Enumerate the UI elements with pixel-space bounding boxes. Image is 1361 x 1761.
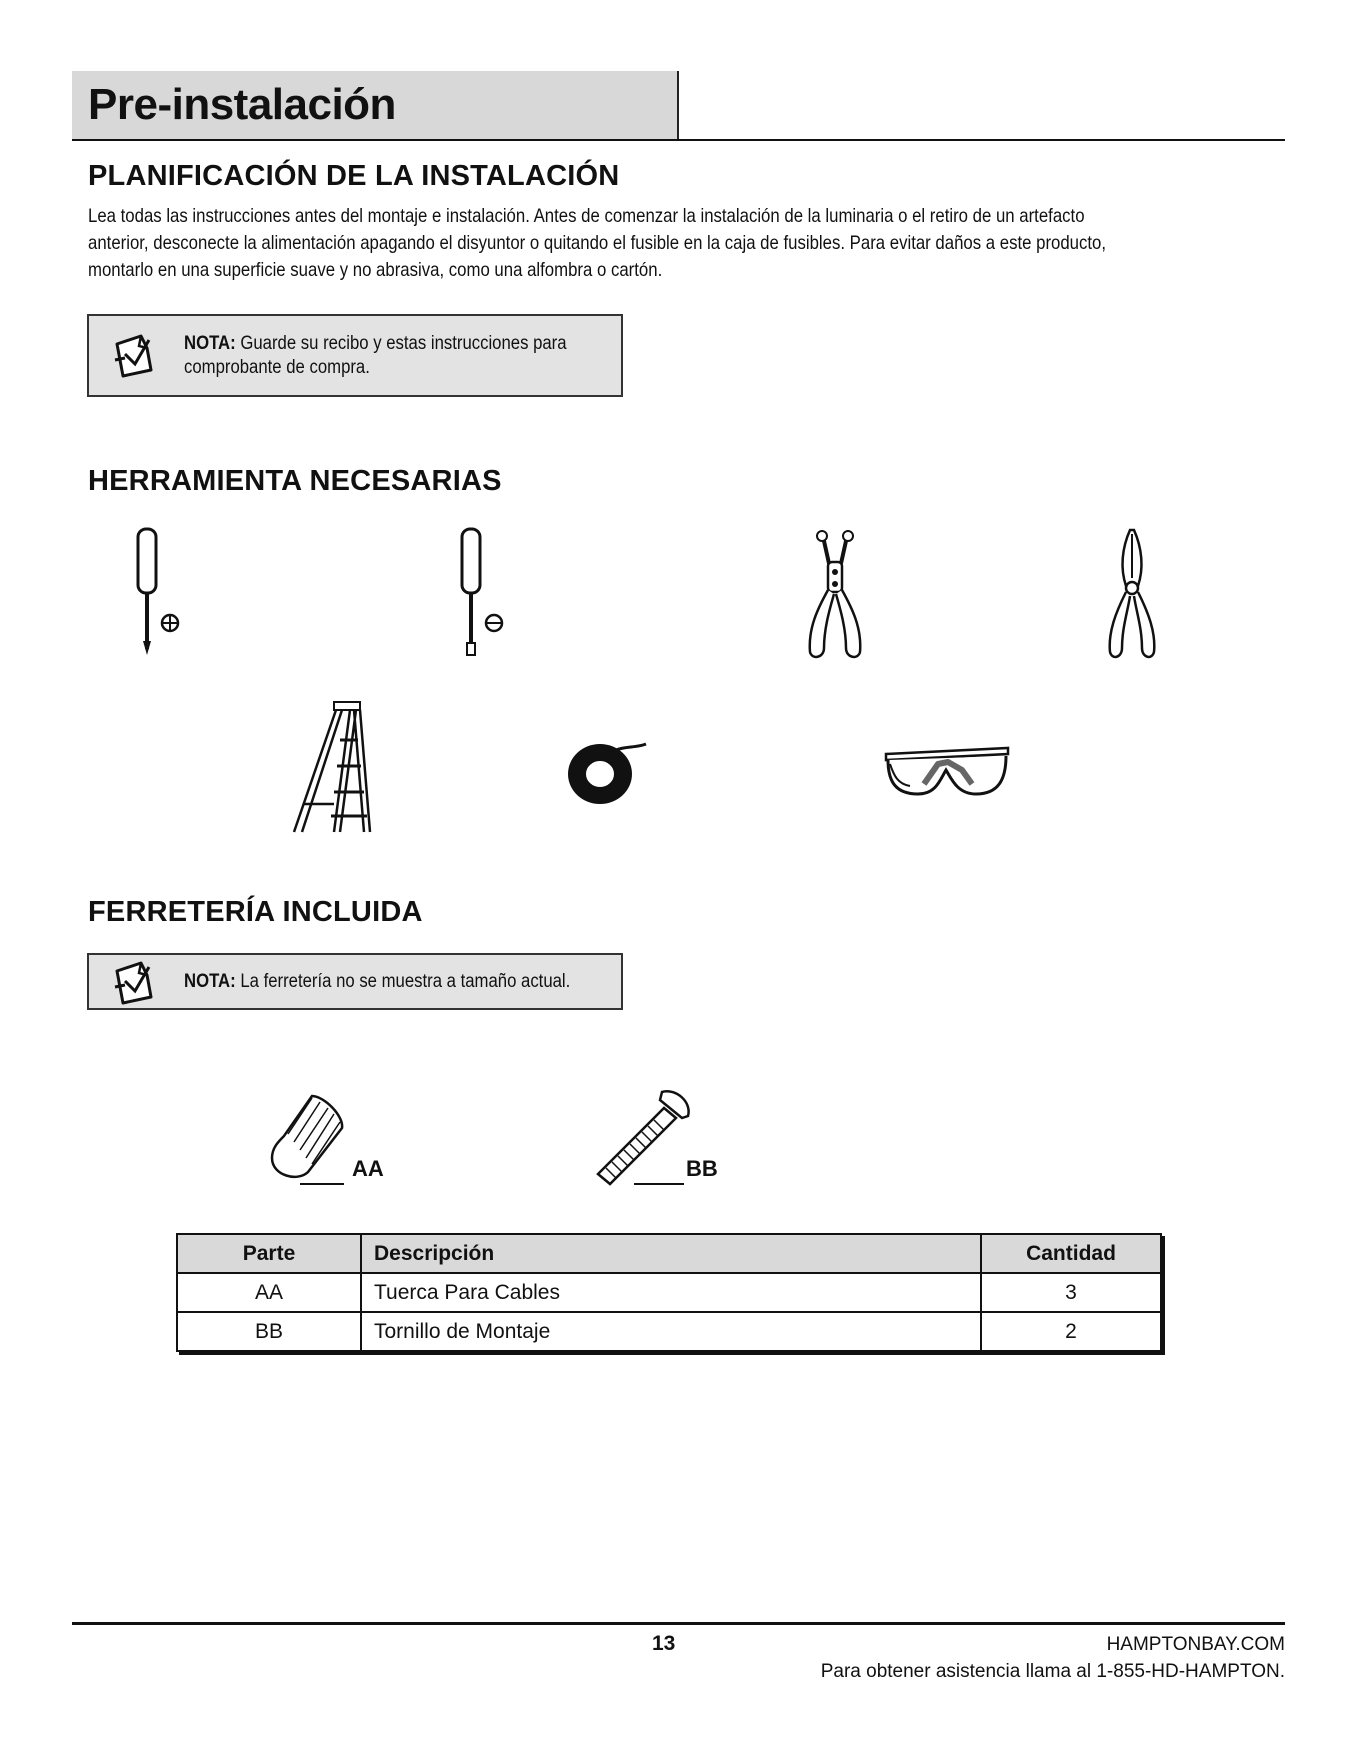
note-box-receipt: [87, 314, 623, 397]
cell-part: BB: [177, 1312, 361, 1351]
note-hardware-line: La ferretería no se muestra a tamaño actual.: [240, 971, 571, 992]
part-label-aa: AA: [352, 1156, 384, 1181]
note-receipt-text: [184, 332, 642, 380]
wire-nut-icon: [268, 1092, 352, 1188]
note-icon: [111, 330, 159, 380]
note-label: NOTA:: [184, 971, 236, 992]
planning-line-2: anterior, desconecte la alimentación apagando el disyuntor o quitando el fusible en la caja de fusibles. Para evitar daños a este producto,: [88, 232, 1107, 254]
hardware-heading: FERRETERÍA INCLUIDA: [88, 896, 423, 928]
footer-website: HAMPTONBAY.COM: [1106, 1634, 1285, 1655]
flat-screwdriver-icon: [454, 527, 510, 659]
note-box-hardware: [87, 953, 623, 1010]
wire-stripper-icon: [800, 528, 870, 660]
page-number: 13: [652, 1632, 676, 1655]
part-label-bb: BB: [686, 1156, 718, 1181]
cell-description: Tuerca Para Cables: [361, 1273, 981, 1312]
header-description: Descripción: [361, 1234, 981, 1273]
page-title: Pre-instalación: [88, 80, 396, 129]
planning-line-3: montarlo en una superficie suave y no abrasiva, como una alfombra o cartón.: [88, 259, 663, 281]
header-part: Parte: [177, 1234, 361, 1273]
note-label: NOTA:: [184, 333, 236, 354]
cell-description: Tornillo de Montaje: [361, 1312, 981, 1351]
planning-heading: PLANIFICACIÓN DE LA INSTALACIÓN: [88, 160, 620, 192]
ladder-icon: [290, 700, 374, 836]
pliers-icon: [1100, 528, 1164, 660]
note-line-2: comprobante de compra.: [184, 357, 370, 378]
electrical-tape-icon: [566, 740, 650, 806]
note-icon: [111, 957, 159, 1007]
footer-help-line: Para obtener asistencia llama al 1-855-HD-HAMPTON.: [820, 1661, 1285, 1682]
note-hardware-text: [184, 970, 659, 994]
cell-quantity: 3: [981, 1273, 1161, 1312]
cell-quantity: 2: [981, 1312, 1161, 1351]
mounting-screw-icon: [596, 1088, 696, 1188]
cell-part: AA: [177, 1273, 361, 1312]
header-quantity: Cantidad: [981, 1234, 1161, 1273]
phillips-screwdriver-icon: [130, 527, 186, 659]
table-row: [177, 1312, 1161, 1351]
parts-table: [176, 1233, 1162, 1352]
planning-paragraph: [88, 203, 1283, 284]
footer-rule: [72, 1622, 1285, 1625]
safety-glasses-icon: [882, 740, 1012, 800]
note-line-1: Guarde su recibo y estas instrucciones para: [240, 333, 567, 354]
tools-heading: HERRAMIENTA NECESARIAS: [88, 465, 502, 497]
planning-line-1: Lea todas las instrucciones antes del montaje e instalación. Antes de comenzar la instalación de la luminaria o el retiro de un artefacto: [88, 205, 1085, 227]
table-row: [177, 1273, 1161, 1312]
table-header-row: [177, 1234, 1161, 1273]
header-rule: [72, 139, 1285, 141]
